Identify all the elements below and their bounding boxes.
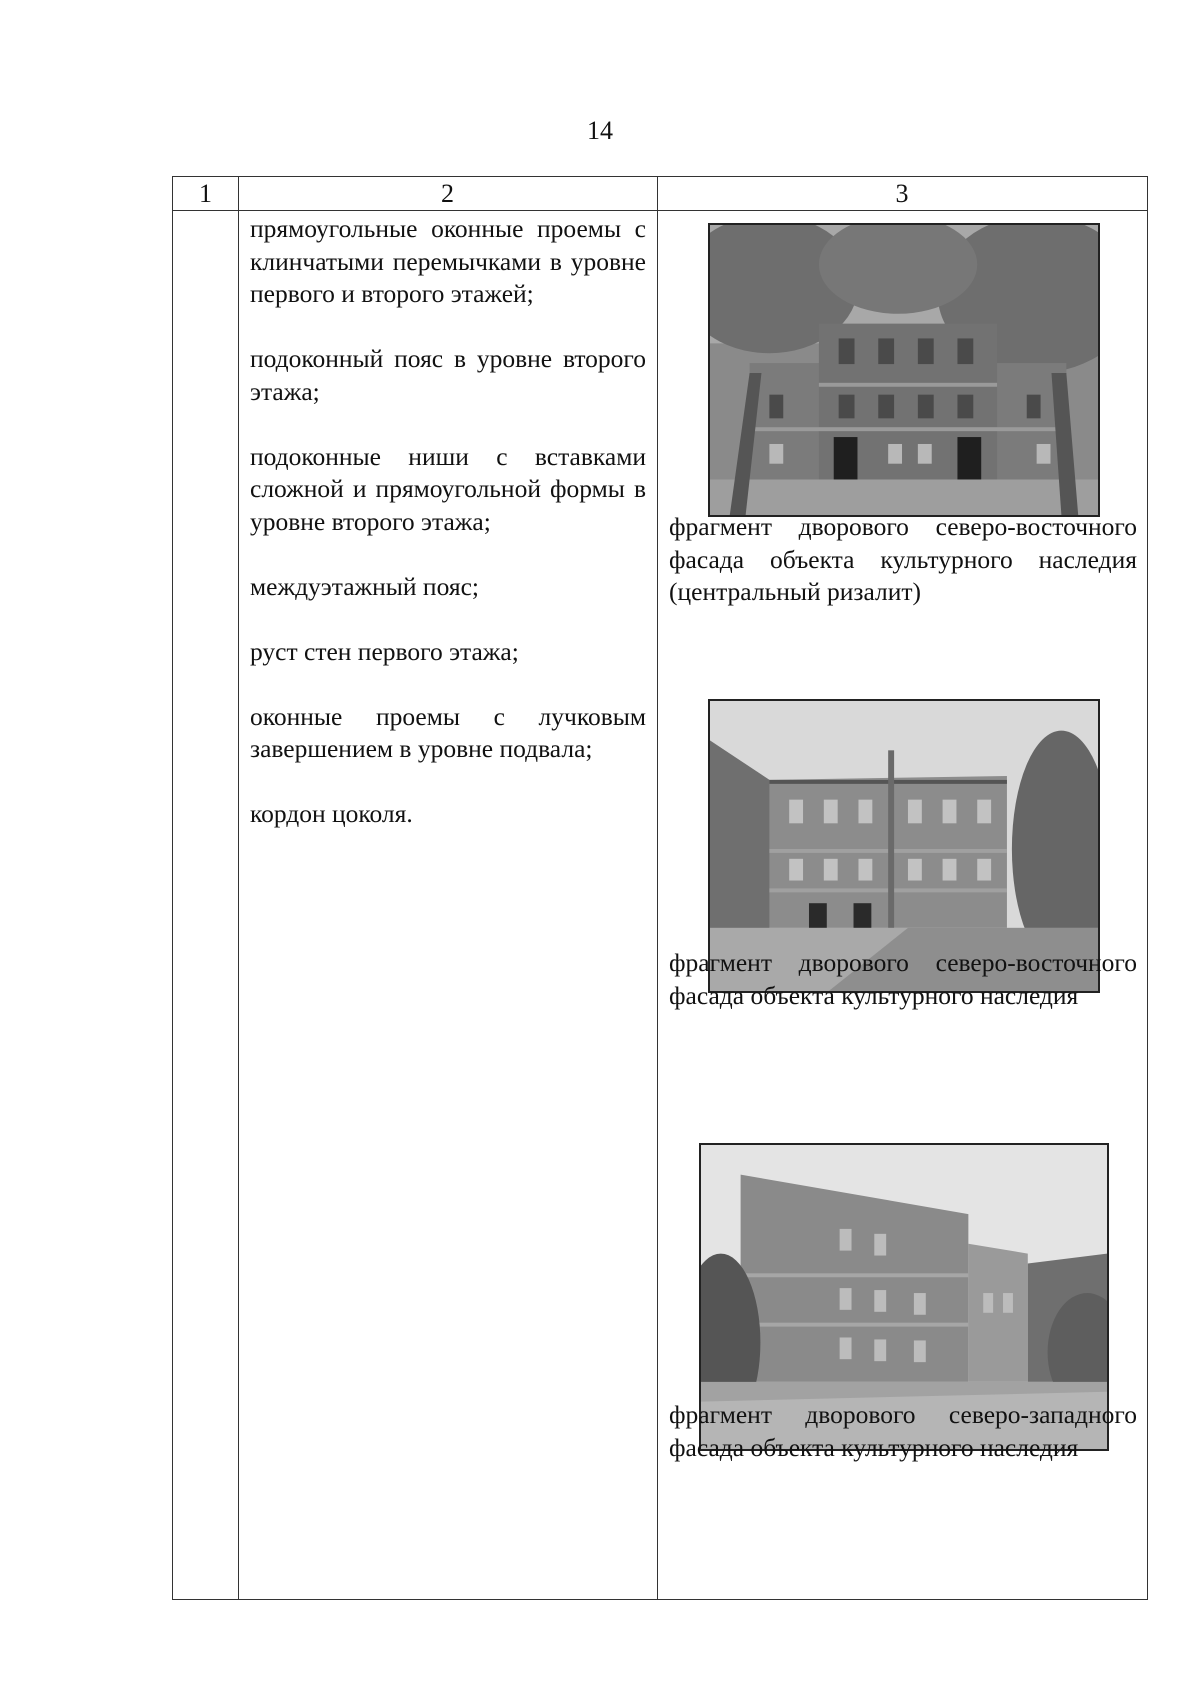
list-item: руст стен первого этажа; xyxy=(250,636,519,666)
protected-elements-list xyxy=(250,213,646,863)
photo-caption-3: фрагмент дворового северо-западного фасада объекта культурного наследия xyxy=(669,1400,1137,1462)
header-divider xyxy=(173,210,1147,211)
column-divider-2 xyxy=(657,177,658,1599)
list-item: оконные проемы с лучковым завершением в уровне подвала; xyxy=(250,701,646,763)
column-header-1: 1 xyxy=(199,179,212,208)
column-header-3: 3 xyxy=(895,179,909,208)
list-item: кордон цоколя. xyxy=(250,799,413,828)
column-header-2: 2 xyxy=(441,179,454,208)
column-divider-1 xyxy=(238,177,239,1599)
list-item: междуэтажный пояс; xyxy=(250,571,479,601)
heritage-table xyxy=(172,176,1148,1600)
building-photo-icon xyxy=(710,225,1098,515)
list-item: прямоугольные оконные проемы с клинчатыми перемычками в уровне первого и второго этажей; xyxy=(250,214,646,308)
photo-caption-1: фрагмент дворового северо-восточного фасада объекта культурного наследия (центральный ризалит) xyxy=(669,512,1137,606)
list-item: подоконные ниши с вставками сложной и прямоугольной формы в уровне второго этажа; xyxy=(250,441,646,536)
photo-caption-2: фрагмент дворового северо-восточного фасада объекта культурного наследия xyxy=(669,948,1137,1010)
facade-photo-1 xyxy=(708,223,1100,517)
page-number: 14 xyxy=(587,116,613,145)
list-item: подоконный пояс в уровне второго этажа; xyxy=(250,344,646,406)
